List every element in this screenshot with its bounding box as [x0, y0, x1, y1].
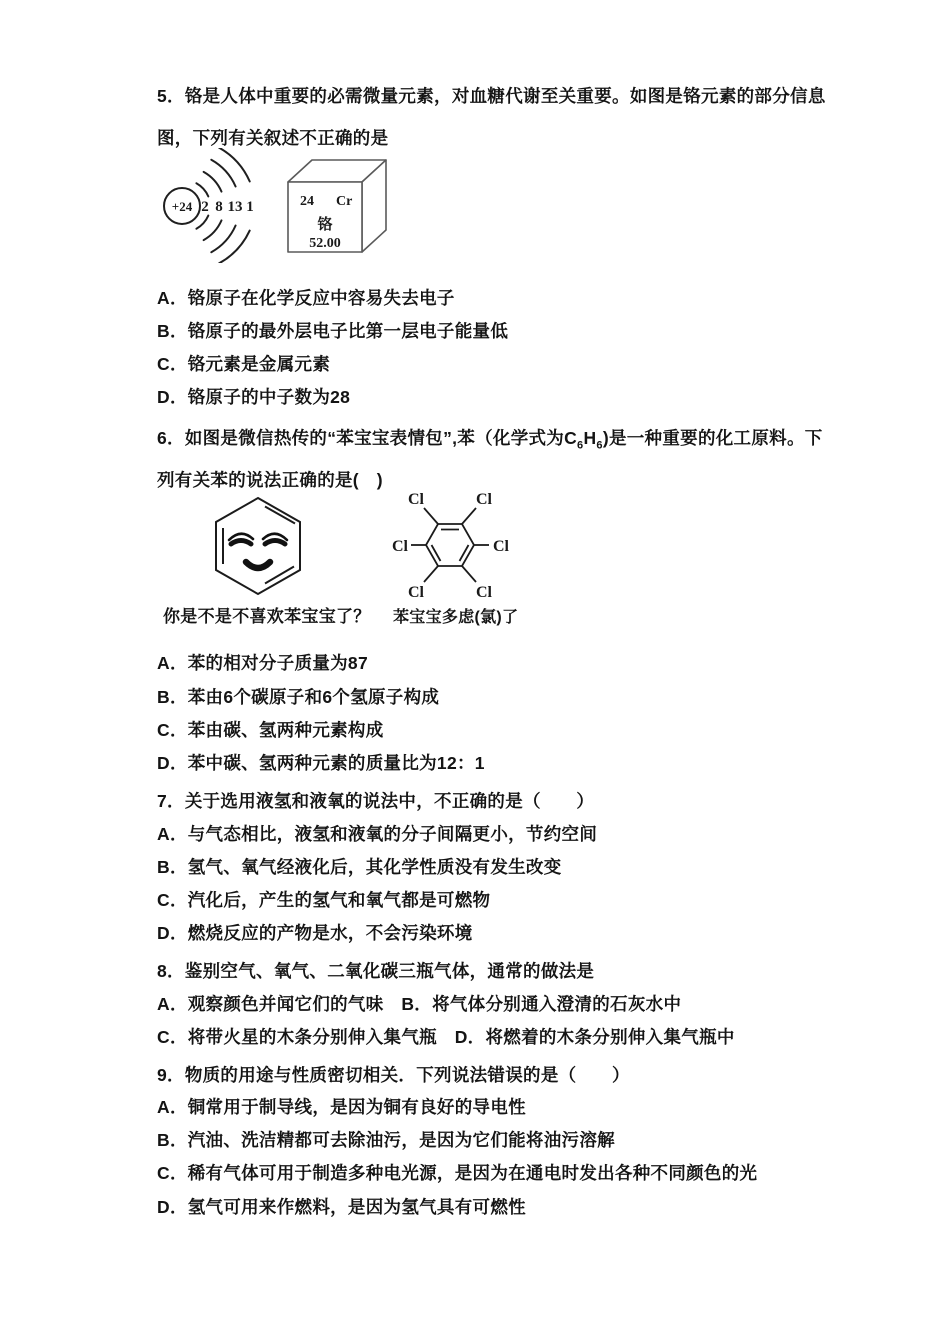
q6-option-a: A．苯的相对分子质量为87 [157, 653, 369, 673]
emoji-face [229, 534, 287, 568]
q7-option-a: A．与气态相比，液氢和液氧的分子间隔更小，节约空间 [157, 824, 598, 844]
cl-label-topleft: Cl [408, 491, 424, 508]
q8-options-cd: C．将带火星的木条分别伸入集气瓶 D．将燃着的木条分别伸入集气瓶中 [157, 1027, 735, 1047]
shell4-count: 1 [246, 199, 254, 215]
q9-option-c: C．稀有气体可用于制造多种电光源，是因为在通电时发出各种不同颜色的光 [157, 1163, 758, 1183]
nucleus-charge-label: +24 [171, 199, 193, 214]
q9-option-b: B．汽油、洗洁精都可去除油污，是因为它们能将油污溶解 [157, 1130, 615, 1150]
shell2-count: 8 [215, 199, 223, 215]
q9-option-a: A．铜常用于制导线，是因为铜有良好的导电性 [157, 1097, 526, 1117]
q7-title: 7．关于选用液氢和液氧的说法中，不正确的是（ ） [157, 791, 595, 811]
bond-cl-bottomleft [424, 566, 438, 582]
cl-label-left: Cl [392, 538, 408, 555]
q6-text-line2: 列有关苯的说法正确的是( ) [157, 470, 383, 490]
q8-title: 8．鉴别空气、氧气、二氧化碳三瓶气体，通常的做法是 [157, 961, 595, 981]
q6-text-line1 [157, 425, 823, 452]
smile-mouth [246, 562, 270, 568]
cl-label-bottomright: Cl [476, 584, 492, 601]
q6-option-c: C．苯由碳、氢两种元素构成 [157, 720, 384, 740]
cl-label-bottomleft: Cl [408, 584, 424, 601]
q6-line1-pre: 6．如图是微信热传的“苯宝宝表情包”,苯（化学式为C [157, 428, 578, 448]
q9-title: 9．物质的用途与性质密切相关．下列说法错误的是（ ） [157, 1065, 630, 1085]
q5-text-line1: 5．铬是人体中重要的必需微量元素，对血糖代谢至关重要。如图是铬元素的部分信息 [157, 86, 826, 106]
benzene-emoji-figure [205, 488, 310, 606]
q5-option-d: D．铬原子的中子数为28 [157, 387, 351, 407]
element-name-cn: 铬 [317, 216, 333, 233]
q6-formula-sub1: 6 [577, 439, 584, 452]
element-atomic-number: 24 [300, 194, 314, 209]
benzene-hexagon [216, 498, 300, 594]
q8-options-ab: A．观察颜色并闻它们的气味 B．将气体分别通入澄清的石灰水中 [157, 994, 682, 1014]
element-symbol: Cr [336, 194, 353, 209]
chromium-figure [158, 148, 398, 263]
q9-option-d: D．氢气可用来作燃料，是因为氢气具有可燃性 [157, 1197, 526, 1217]
q6-line1-post: )是一种重要的化工原料。下 [602, 428, 823, 448]
left-eye-lash [231, 541, 251, 545]
q6-option-d: D．苯中碳、氢两种元素的质量比为12：1 [157, 753, 485, 773]
right-eye-lash [265, 541, 285, 545]
q5-option-a: A．铬原子在化学反应中容易失去电子 [157, 288, 455, 308]
q5-text-line2: 图，下列有关叙述不正确的是 [157, 128, 389, 148]
element-mass: 52.00 [309, 236, 341, 251]
bond-cl-topleft [424, 508, 438, 524]
shell1-count: 2 [201, 199, 209, 215]
hexachlorobenzene-caption: 苯宝宝多虑(氯)了 [393, 609, 519, 626]
q5-option-b: B．铬原子的最外层电子比第一层电子能量低 [157, 321, 509, 341]
bond-cl-topright [462, 508, 476, 524]
q7-option-d: D．燃烧反应的产物是水，不会污染环境 [157, 923, 473, 943]
q7-option-c: C．汽化后，产生的氢气和氧气都是可燃物 [157, 890, 491, 910]
q6-option-b: B．苯由6个碳原子和6个氢原子构成 [157, 687, 440, 707]
q7-option-b: B．氢气、氧气经液化后，其化学性质没有发生改变 [157, 857, 562, 877]
hexachlorobenzene-structure [385, 483, 517, 605]
q5-option-c: C．铬元素是金属元素 [157, 354, 331, 374]
cl-label-topright: Cl [476, 491, 492, 508]
cl-label-right: Cl [493, 538, 509, 555]
shell3-count: 13 [227, 199, 243, 215]
benzene-emoji-caption: 你是不是不喜欢苯宝宝了？ [163, 607, 371, 626]
bond-cl-bottomright [462, 566, 476, 582]
q6-line1-mid: H [583, 428, 597, 448]
q6-formula-sub2: 6 [596, 439, 603, 452]
